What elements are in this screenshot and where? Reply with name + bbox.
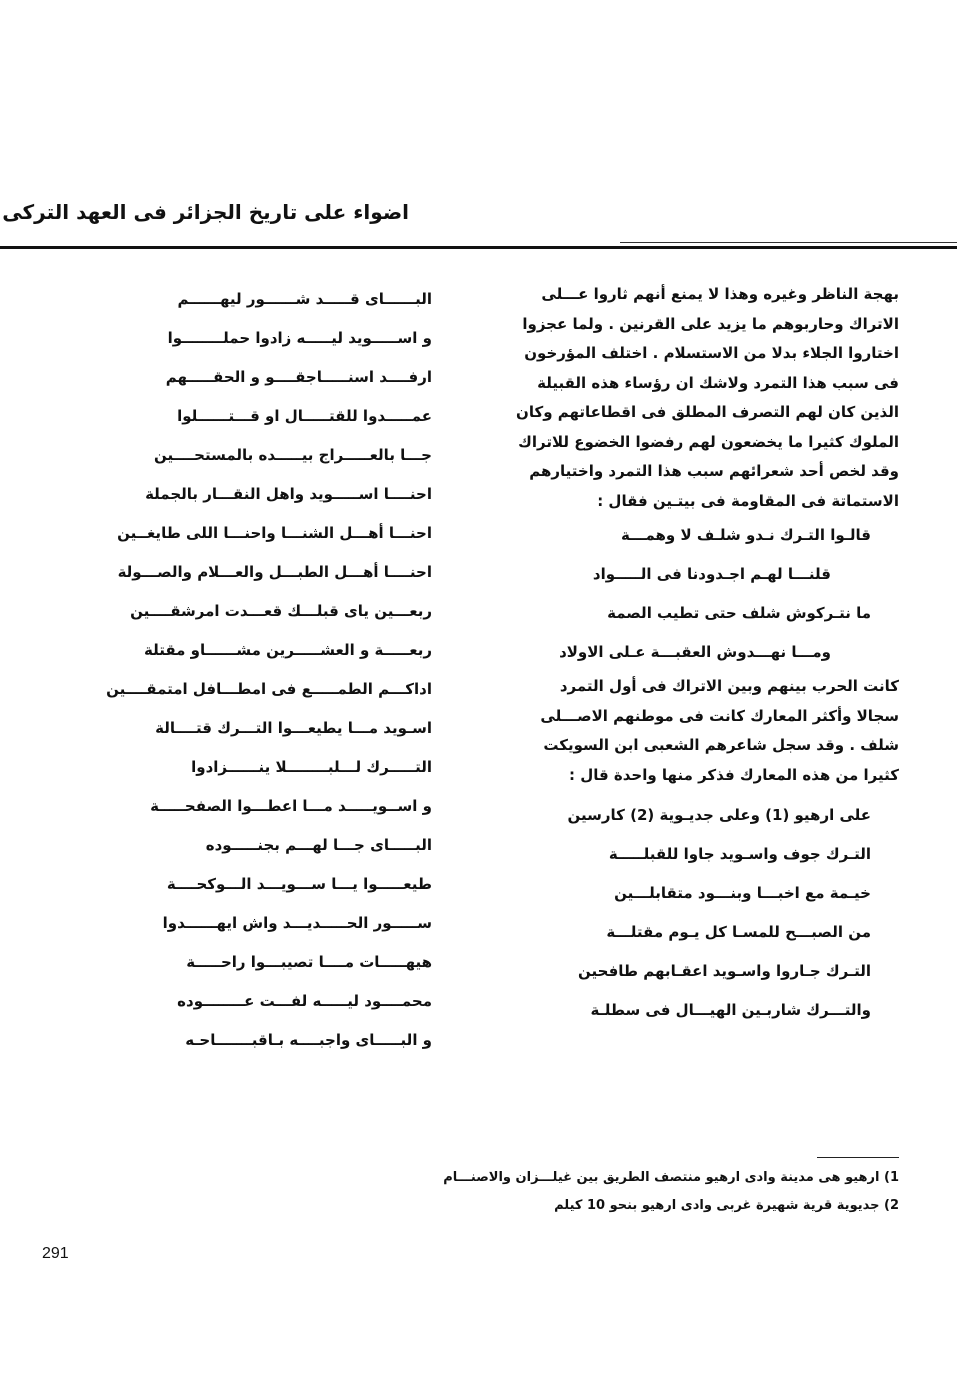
verse-line: احنــــا أهـــل الطبـــل والعـــلام والصـــولة — [117, 563, 432, 581]
verse-line: و البـــــاى واجبــــه بـاقبـــــــاحـه — [185, 1031, 432, 1049]
text-line: شلف . وقد سجل شاعرهم الشعبى ابن السويكت — [543, 736, 899, 754]
verse-line: البـــــاى جـــا لهـــم بجنـــــوده — [205, 836, 432, 854]
header-rule-thin — [620, 242, 957, 243]
verse-line: قلنـــا لهـم اجـدودنا فى الـــــواد — [592, 565, 831, 583]
footnotes — [379, 1164, 899, 1220]
text-line: فى سبب هذا التمرد ولاشك ان رؤساء هذه القبيلة — [537, 373, 899, 392]
verse-line: والتـــرك شاربـين الهيـــال فى سطلـة — [590, 1001, 871, 1019]
verse-line: ومـــا نهـــدوش العقبـــة عـلى الاولاد — [559, 643, 831, 661]
verse-block-2 — [494, 796, 899, 1030]
verse-line: اداكـــم الطمـــــع فى امطـــافل امتمقــــين — [106, 680, 432, 698]
left-column — [80, 280, 432, 1060]
verse-line: طيعـــــوا يـــا ســـويـــد الـــوكحــــة — [166, 875, 432, 893]
text-line: بهجة الناظر وغيره وهذا لا يمنع أنهم ثاروا عـــلى — [541, 285, 899, 303]
verse-line: اسـويد مـــا يطيعـــوا التـــرك قتــــالة — [155, 719, 432, 737]
page-number: 291 — [42, 1245, 69, 1262]
verse-line: ربعـــــة و العشـــــرين مشــــــاو مقتلة — [144, 641, 432, 659]
page-header-title: اضواء على تاريخ الجزائر فى العهد التركى — [2, 200, 409, 224]
header-rule — [0, 246, 957, 249]
verse-block-3 — [80, 280, 432, 1060]
footnote: 2) جديوية قرية شهيرة غربى وادى ارهيو بنحو 10 كيلم — [554, 1198, 899, 1213]
paragraph-2 — [494, 672, 899, 790]
text-line: كانت الحرب بينهم وبين الاتراك فى أول التمرد — [559, 677, 899, 695]
text-line: الذين كان لهم التصرف المطلق فى اقطاعاتهم وكان — [516, 403, 899, 421]
verse-line: التـرك جوف واسـويد جاوا للقبلـــــة — [608, 845, 871, 863]
text-line: الملوك كثيرا ما يخضعون لهم رفضوا الخضوع للاتراك — [518, 432, 899, 451]
verse-line: احنــــا اســـــويد واهل النقـــار بالجملة — [145, 485, 432, 503]
verse-line: و اســـــويد ليـــــه زادوا حملــــــــوا — [167, 329, 432, 347]
verse-line: عمـــــدوا للقتـــــال او قـــتــــــلوا — [177, 407, 432, 425]
verse-line: قالـوا التـرك نـدو شلـف لا وهمـــة — [620, 526, 871, 544]
verse-line: محمــــود ليـــــه لفـــت عــــــــوده — [177, 992, 432, 1010]
verse-line: ســـــور الحـــــديـــد واش ايهــــــدوا — [162, 914, 432, 932]
verse-line: احنـــا أهـــل الشنـــا واحنـــا اللى طايغــين — [117, 524, 432, 542]
paragraph-1 — [494, 280, 899, 516]
verse-line: هيهـــــات مــــا تصيبـــوا راحـــــة — [186, 953, 432, 971]
text-line: سجالا وأكثر المعارك كانت فى موطنهم الاصـــلى — [540, 706, 899, 725]
verse-line: ما نتـركوش شلف حتى تطيب الصمة — [607, 604, 871, 622]
footnote: 1) ارهيو هى مدينة وادى ارهيو منتصف الطريق بين غيلـــزان والاصنـــام — [443, 1170, 899, 1185]
text-line: الاستماتة فى المقاومة فى بيتـين فقال : — [597, 491, 899, 510]
right-column — [494, 280, 899, 1030]
verse-line: التـرك جـاروا واسـويد اعقـابهم طافحين — [578, 962, 871, 980]
verse-line: و اســويـــــد مـــا اعطـــوا الصفحـــــة — [150, 797, 432, 815]
verse-line: خيـمة مع اخبـــا وبنـــود متقابلـــين — [614, 884, 871, 902]
text-line: وقد لخص أحد شعرائهم سبب هذا التمرد واختيارهم — [529, 462, 899, 480]
text-line: اختاروا الجلاء بدلا من الاستسلام . اختلف المؤرخون — [524, 344, 899, 362]
verse-line: ربعـــين ياى قبلـــك قعـــدت امرشقــــين — [130, 602, 432, 620]
verse-line: على ارهيو (1) وعلى جديـوية (2) كارسين — [567, 806, 871, 824]
verse-block-1 — [494, 516, 899, 672]
verse-line: جـــا بالعـــــراج بيـــــده بالمستحــــين — [154, 446, 432, 464]
verse-line: التـــــرك لـــلبــــــــلا ينــــــزادوا — [191, 758, 432, 776]
footnote-rule — [817, 1157, 899, 1158]
verse-line: من الصبـــح للمسـا كل يـوم مقتلـــة — [606, 923, 871, 941]
verse-line: ارفــــد اسنـــــاجقــــو و الحقـــــهم — [165, 368, 432, 386]
text-line: الاتراك وحاربوهم ما يزيد على القرنين . ولما عجزوا — [522, 314, 899, 333]
text-line: كثيرا من هذه المعارك فذكر منها واحدة قال : — [569, 765, 899, 784]
verse-line: البــــــاى قـــــد شــــــور ليهــــــم — [177, 290, 432, 308]
